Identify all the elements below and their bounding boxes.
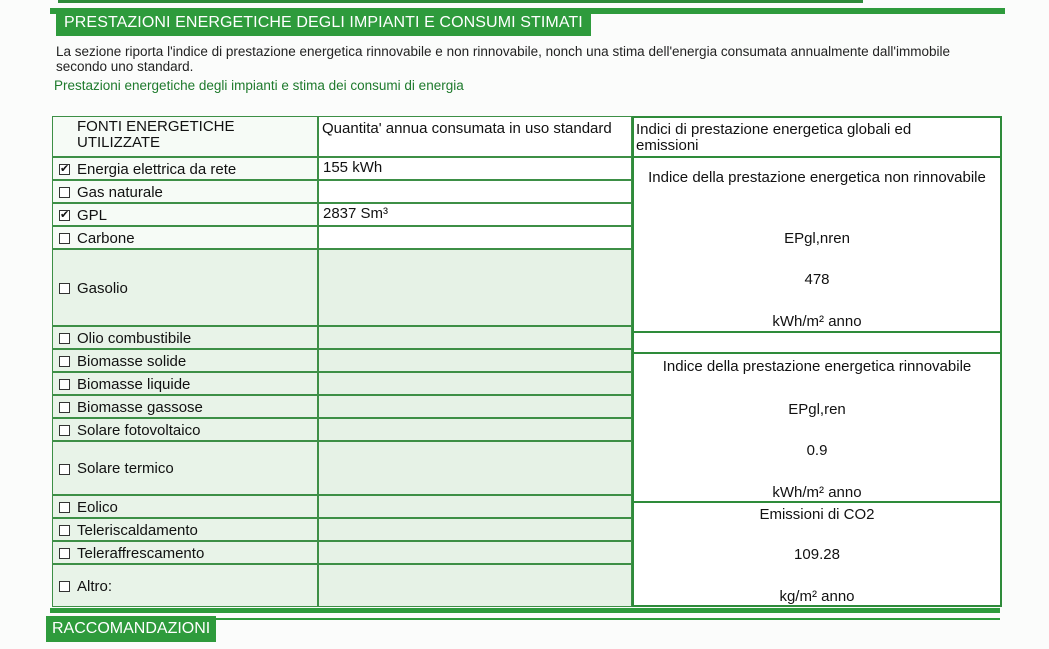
source-checkbox[interactable] — [59, 333, 70, 344]
non-renewable-title: Indice della prestazione energetica non rinnovabile — [648, 169, 986, 186]
source-row — [52, 349, 318, 372]
indices-separator — [634, 501, 1000, 503]
section-intro: La sezione riporta l'indice di prestazione energetica rinnovabile e non rinnovabile, nonch una stima dell'energia consumata annualmente dall'immobile secondo uno standard. — [56, 44, 951, 74]
source-row — [52, 441, 318, 495]
energy-table — [52, 116, 1002, 609]
quantity-cell — [318, 249, 632, 326]
quantity-cell — [318, 541, 632, 564]
section-title: PRESTAZIONI ENERGETICHE DEGLI IMPIANTI E CONSUMI STIMATI — [56, 10, 591, 36]
indices-separator — [634, 331, 1000, 333]
source-label: Eolico — [77, 498, 118, 516]
source-label: GPL — [77, 206, 108, 224]
source-label: Biomasse solide — [77, 352, 187, 370]
recommendations-title: RACCOMANDAZIONI — [46, 616, 216, 642]
source-checkbox[interactable] — [59, 525, 70, 536]
quantity-cell — [318, 180, 632, 203]
source-checkbox[interactable] — [59, 356, 70, 367]
source-row — [52, 518, 318, 541]
source-label: Olio combustibile — [77, 329, 192, 347]
source-label: Biomasse gassose — [77, 398, 203, 416]
source-row — [52, 203, 318, 226]
source-checkbox[interactable] — [59, 233, 70, 244]
source-checkbox[interactable]: ✔ — [60, 209, 70, 221]
source-checkbox[interactable] — [59, 425, 70, 436]
source-checkbox[interactable] — [59, 379, 70, 390]
header-sources-cell — [52, 116, 318, 157]
quantity-cell — [318, 349, 632, 372]
quantity-cell — [318, 326, 632, 349]
source-row — [52, 372, 318, 395]
quantity-cell — [318, 203, 632, 226]
source-row — [52, 418, 318, 441]
non-renewable-symbol: EPgl,nren — [784, 230, 850, 247]
header-indices: Indici di prestazione energetica globali ed emissioni — [636, 121, 912, 154]
source-label: Solare termico — [77, 460, 174, 477]
quantity-cell — [318, 518, 632, 541]
source-label: Altro: — [77, 577, 113, 595]
indices-separator — [634, 352, 1000, 354]
header-quantity: Quantita' annua consumata in uso standard — [322, 120, 612, 137]
source-label: Energia elettrica da rete — [77, 160, 237, 178]
source-row — [52, 249, 318, 326]
header-sources: FONTI ENERGETICHE UTILIZZATE — [77, 118, 235, 151]
source-label: Carbone — [77, 229, 135, 247]
emissions-title: Emissioni di CO2 — [759, 506, 875, 523]
renewable-unit: kWh/m² anno — [772, 484, 862, 501]
emissions-unit: kg/m² anno — [779, 588, 855, 605]
source-row — [52, 326, 318, 349]
emissions-value: 109.28 — [794, 546, 840, 563]
table-subtitle: Prestazioni energetiche degli impianti e stima dei consumi di energia — [54, 78, 464, 93]
renewable-value: 0.9 — [806, 442, 828, 459]
renewable-symbol: EPgl,ren — [788, 401, 846, 418]
non-renewable-value: 478 — [804, 271, 830, 288]
quantity-cell — [318, 564, 632, 607]
non-renewable-unit: kWh/m² anno — [772, 313, 862, 330]
source-label: Biomasse liquide — [77, 375, 191, 393]
source-row — [52, 226, 318, 249]
indices-column — [632, 116, 1002, 607]
quantity-cell — [318, 226, 632, 249]
source-label: Gasolio — [77, 279, 128, 297]
table-bottom-bar — [50, 608, 1000, 613]
source-row — [52, 564, 318, 607]
source-row — [52, 395, 318, 418]
source-row — [52, 180, 318, 203]
source-checkbox[interactable] — [59, 581, 70, 592]
quantity-cell — [318, 418, 632, 441]
top-rule — [58, 0, 863, 3]
header-quantity-cell — [318, 116, 632, 157]
indices-separator — [634, 156, 1000, 158]
renewable-title: Indice della prestazione energetica rinnovabile — [662, 358, 972, 375]
source-row — [52, 541, 318, 564]
source-row — [52, 495, 318, 518]
quantity-cell — [318, 441, 632, 495]
quantity-cell — [318, 495, 632, 518]
source-label: Solare fotovoltaico — [77, 421, 201, 439]
source-label: Teleriscaldamento — [77, 521, 198, 539]
recommendations-rule — [216, 618, 1000, 620]
source-label: Teleraffrescamento — [77, 544, 205, 562]
source-checkbox[interactable] — [59, 187, 70, 198]
quantity-cell — [318, 372, 632, 395]
source-checkbox[interactable] — [59, 464, 70, 475]
source-checkbox[interactable]: ✔ — [60, 163, 70, 175]
quantity-cell — [318, 157, 632, 180]
source-checkbox[interactable] — [59, 502, 70, 513]
source-checkbox[interactable] — [59, 283, 70, 294]
source-label: Gas naturale — [77, 183, 163, 201]
source-row — [52, 157, 318, 180]
source-checkbox[interactable] — [59, 548, 70, 559]
quantity-value: 2837 Sm³ — [323, 205, 389, 222]
quantity-cell — [318, 395, 632, 418]
source-checkbox[interactable] — [59, 402, 70, 413]
quantity-value: 155 kWh — [323, 159, 383, 176]
